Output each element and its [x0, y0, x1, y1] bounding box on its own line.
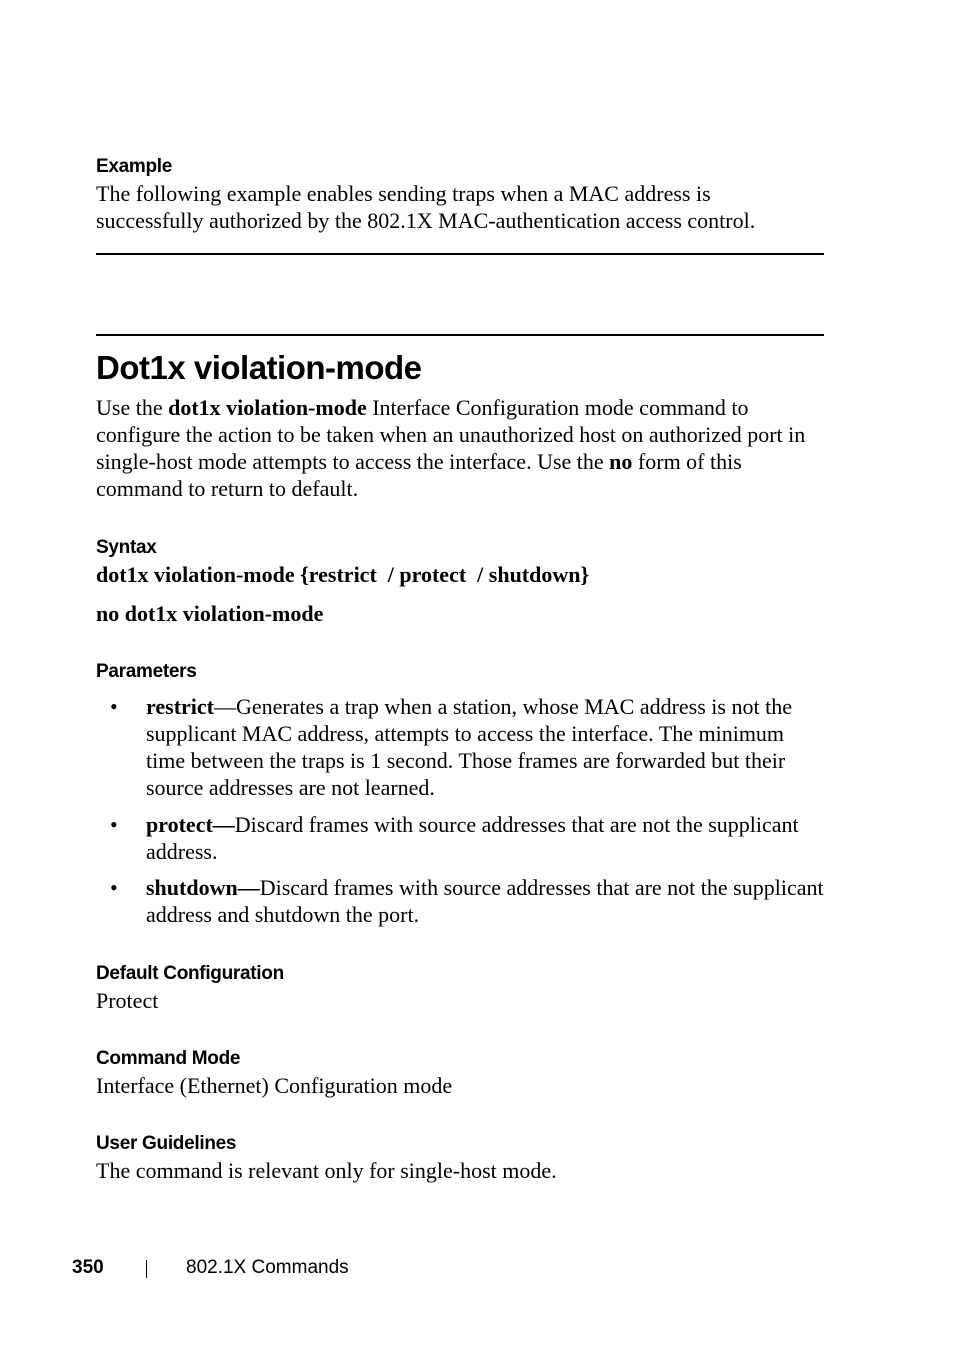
section-start-rule: [96, 334, 824, 336]
page-title: Dot1x violation-mode: [96, 349, 422, 386]
param-term: restrict: [146, 694, 214, 719]
command-mode-value: Interface (Ethernet) Configuration mode: [96, 1073, 453, 1098]
user-guidelines-section: [96, 1132, 824, 1184]
param-desc: Discard frames with source addresses that are not the supplicant address and shutdown the port.: [146, 875, 824, 927]
syntax-line-1: dot1x violation-mode {restrict / protect / shutdown}: [96, 562, 590, 587]
page-number: 350: [72, 1257, 104, 1278]
intro-middle: Interface Configuration mode command to configure the action to be taken when an unauthorized host on authorized port in single-host mode attempts to access the interface. Use the: [96, 395, 806, 474]
param-desc: —Generates a trap when a station, whose MAC address is not the supplicant MAC address, attempts to access the interface. The minimum time between the traps is 1 second. Those frames are forwarded but their source addresses are not learned.: [146, 694, 792, 800]
example-text-line-2: successfully authorized by the 802.1X MAC-authentication access control.: [96, 208, 756, 233]
command-description: [96, 394, 824, 502]
list-item: [96, 693, 824, 801]
example-text-line-1: The following example enables sending traps when a MAC address is: [96, 181, 711, 206]
intro-prefix: Use the: [96, 395, 169, 420]
parameters-section: [96, 660, 824, 928]
command-mode-section: [96, 1047, 824, 1099]
bullet: •: [110, 694, 118, 719]
bullet: •: [110, 812, 118, 837]
list-item: [96, 811, 824, 865]
user-guidelines-value: The command is relevant only for single-host mode.: [96, 1158, 557, 1183]
example-section: [96, 155, 824, 234]
parameters-heading: Parameters: [96, 661, 197, 682]
list-item: [96, 874, 824, 928]
param-term: protect—: [146, 812, 235, 837]
parameters-list: [96, 693, 824, 928]
intro-suffix: form of this command to return to default.: [96, 449, 742, 501]
syntax-heading: Syntax: [96, 537, 157, 558]
command-mode-heading: Command Mode: [96, 1048, 241, 1069]
param-desc: Discard frames with source addresses that are not the supplicant address.: [146, 812, 799, 864]
bullet: •: [110, 875, 118, 900]
intro-no-keyword: no: [609, 449, 633, 474]
syntax-line-2: no dot1x violation-mode: [96, 601, 324, 626]
footer-section-title: 802.1X Commands: [186, 1257, 349, 1278]
default-config-value: Protect: [96, 988, 159, 1013]
user-guidelines-heading: User Guidelines: [96, 1133, 237, 1154]
param-term: shutdown—: [146, 875, 260, 900]
default-config-section: [96, 962, 824, 1014]
example-heading: Example: [96, 156, 173, 177]
command-section: [96, 348, 824, 502]
intro-command: dot1x violation-mode: [168, 395, 367, 420]
default-config-heading: Default Configuration: [96, 963, 284, 984]
syntax-section: [96, 536, 824, 627]
footer-separator: [146, 1260, 147, 1278]
section-end-rule: [96, 253, 824, 255]
